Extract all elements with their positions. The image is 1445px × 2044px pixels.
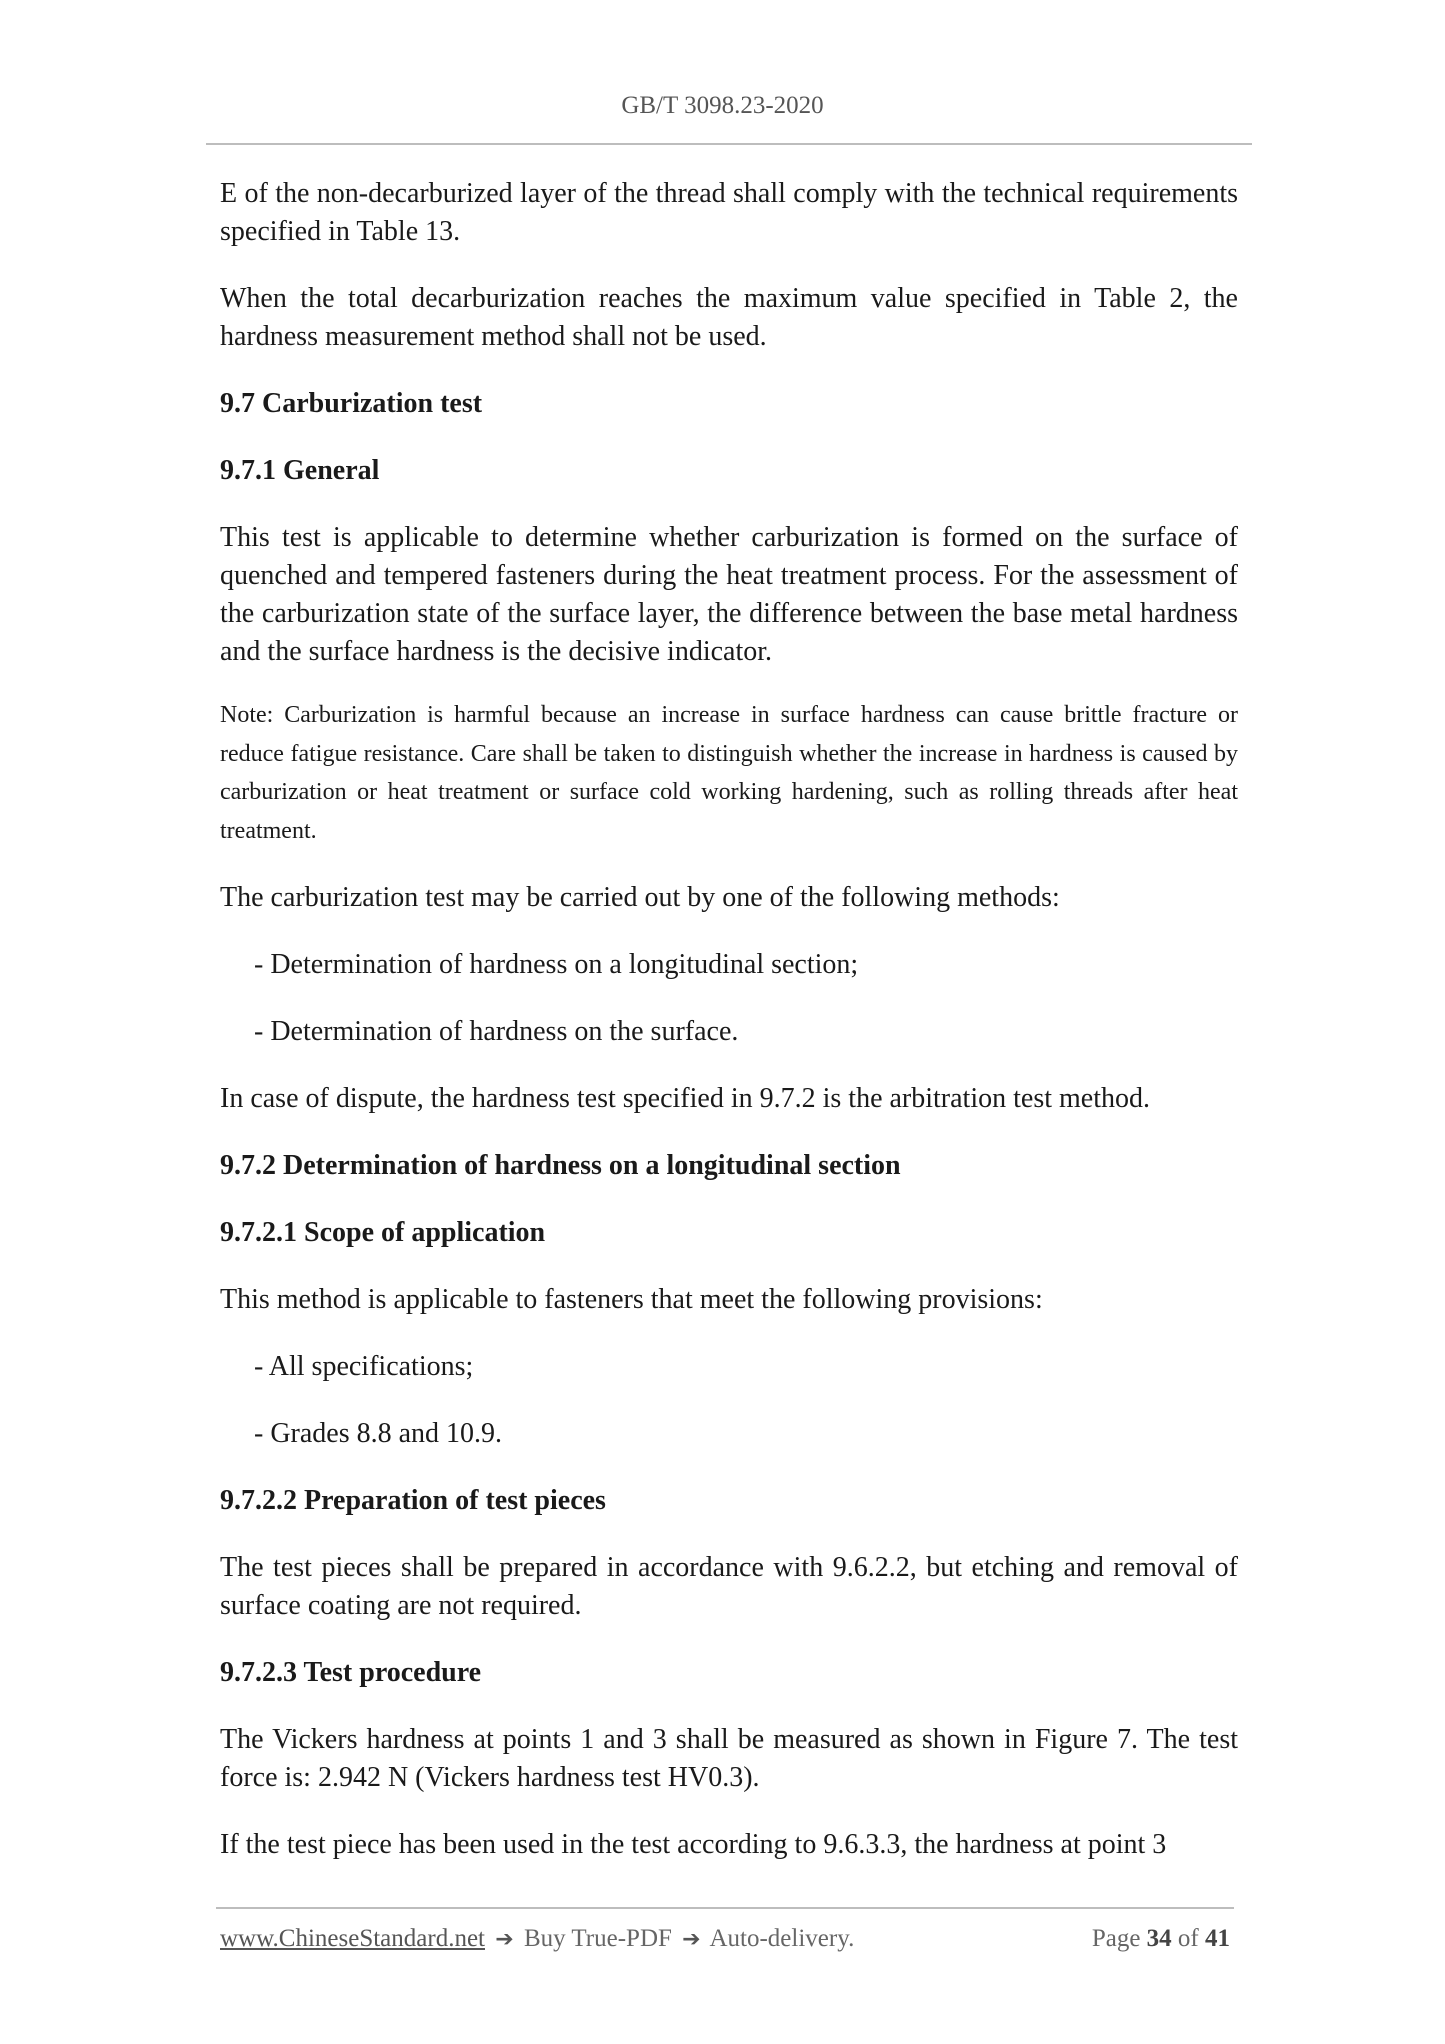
document-body [220, 175, 1238, 1893]
website-link[interactable]: www.ChineseStandard.net [220, 1925, 485, 1952]
paragraph-2: When the total decarburization reaches the maximum value specified in Table 2, the hardness measurement method shall not be used. [220, 283, 1238, 352]
auto-delivery-text: Auto-delivery. [709, 1925, 855, 1952]
header-divider [206, 143, 1252, 145]
paragraph-5: In case of dispute, the hardness test specified in 9.7.2 is the arbitration test method. [220, 1083, 1150, 1114]
list-item: - Determination of hardness on a longitudinal section; [254, 949, 859, 980]
paragraph-6: This method is applicable to fasteners that meet the following provisions: [220, 1284, 1043, 1315]
list-item: - Grades 8.8 and 10.9. [254, 1418, 503, 1449]
paragraph-1: E of the non-decarburized layer of the thread shall comply with the technical requirements specified in Table 13. [220, 178, 1238, 247]
buy-pdf-text: Buy True-PDF [523, 1925, 672, 1952]
list-item: - All specifications; [254, 1351, 474, 1382]
footer-promo [220, 1925, 854, 1953]
note-paragraph: Note: Carburization is harmful because an increase in surface hardness can cause brittle fracture or reduce fatigue resistance. Care shall be taken to distinguish whether the increase in hardness is caused by carburization or heat treatment or surface cold working hardening, such as rolling threads after heat treatment. [220, 702, 1238, 844]
section-heading-9-7-2-3: 9.7.2.3 Test procedure [220, 1657, 482, 1688]
total-page-number: 41 [1205, 1925, 1230, 1952]
page-number [1092, 1925, 1230, 1953]
paragraph-3: This test is applicable to determine whether carburization is formed on the surface of quenched and tempered fasteners during the heat treatment process. For the assessment of the carburization state of the surface layer, the difference between the base metal hardness and the surface hardness is the decisive indicator. [220, 522, 1238, 667]
section-heading-9-7-2: 9.7.2 Determination of hardness on a longitudinal section [220, 1150, 901, 1181]
section-heading-9-7: 9.7 Carburization test [220, 388, 483, 419]
section-heading-9-7-1: 9.7.1 General [220, 455, 380, 486]
current-page-number: 34 [1146, 1925, 1172, 1952]
page-label: Page [1091, 1925, 1141, 1952]
paragraph-4: The carburization test may be carried out by one of the following methods: [220, 882, 1060, 913]
arrow-right-icon: ➔ [495, 1927, 514, 1952]
paragraph-8: The Vickers hardness at points 1 and 3 shall be measured as shown in Figure 7. The test force is: 2.942 N (Vickers hardness test HV0.3). [220, 1724, 1238, 1793]
page-header-title: GB/T 3098.23-2020 [621, 92, 824, 119]
paragraph-7: The test pieces shall be prepared in accordance with 9.6.2.2, but etching and removal of surface coating are not required. [220, 1552, 1238, 1621]
section-heading-9-7-2-1: 9.7.2.1 Scope of application [220, 1217, 546, 1248]
paragraph-9: If the test piece has been used in the test according to 9.6.3.3, the hardness at point 3 [220, 1829, 1167, 1860]
list-item: - Determination of hardness on the surface. [254, 1016, 739, 1047]
section-heading-9-7-2-2: 9.7.2.2 Preparation of test pieces [220, 1485, 606, 1516]
of-label: of [1177, 1925, 1199, 1952]
footer-divider [216, 1907, 1234, 1909]
arrow-right-icon: ➔ [682, 1927, 701, 1952]
